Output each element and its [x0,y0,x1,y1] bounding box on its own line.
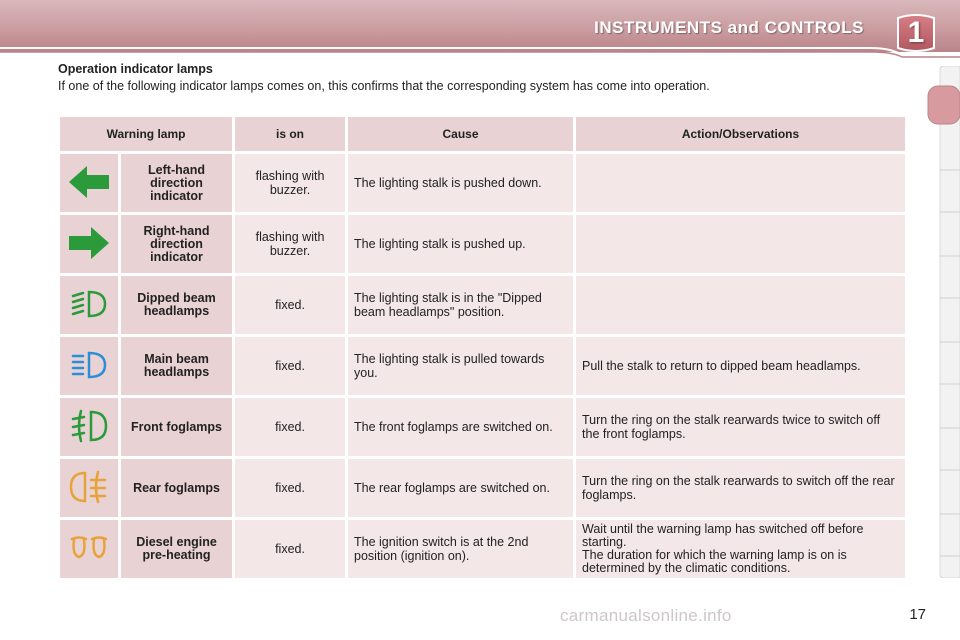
lamp-is-on: fixed. [235,398,345,456]
page-number: 17 [909,606,926,623]
front-foglamp-icon [67,407,111,445]
right-arrow-icon [67,223,111,263]
table-row [60,459,905,517]
column-header-action: Action/Observations [576,117,905,151]
table-row [60,215,905,273]
section-heading: Operation indicator lamps [58,62,213,76]
preheating-icon [67,533,111,563]
lamp-cause: The lighting stalk is in the "Dipped beam headlamps" position. [348,276,573,334]
lamp-action: Pull the stalk to return to dipped beam headlamps. [576,337,905,395]
lamp-action [576,215,905,273]
chapter-number: 1 [907,16,925,49]
lamp-icon-cell [60,398,118,456]
lamp-icon-cell [60,276,118,334]
lamp-cause: The lighting stalk is pushed down. [348,154,573,212]
column-header-is-on: is on [235,117,345,151]
lamp-name: Rear foglamps [121,459,232,517]
lamp-is-on: fixed. [235,459,345,517]
lamp-is-on: fixed. [235,337,345,395]
lamp-icon-cell [60,337,118,395]
section-intro: If one of the following indicator lamps comes on, this confirms that the corresponding system has come into operation. [58,79,710,93]
lamp-action: Turn the ring on the stalk rearwards to switch off the rear foglamps. [576,459,905,517]
lamp-name: Dipped beam headlamps [121,276,232,334]
lamp-is-on: fixed. [235,276,345,334]
lamp-icon-cell [60,520,118,578]
lamp-is-on: flashing with buzzer. [235,154,345,212]
lamp-cause: The front foglamps are switched on. [348,398,573,456]
lamp-is-on: flashing with buzzer. [235,215,345,273]
lamp-action: Wait until the warning lamp has switched off before starting. The duration for which the warning lamp is on is determined by the climatic conditions. [576,520,905,578]
chapter-tabs[interactable] [926,66,960,578]
lamp-name: Front foglamps [121,398,232,456]
table-row [60,520,905,578]
column-header-warning-lamp: Warning lamp [60,117,232,151]
header-divider-curve [0,44,960,58]
table-header-row [60,117,905,151]
lamp-action: Turn the ring on the stalk rearwards twice to switch off the front foglamps. [576,398,905,456]
lamp-action [576,154,905,212]
lamp-cause: The lighting stalk is pulled towards you. [348,337,573,395]
lamp-name: Main beam headlamps [121,337,232,395]
table-row [60,276,905,334]
table-row [60,398,905,456]
lamp-is-on: fixed. [235,520,345,578]
lamp-icon-cell [60,459,118,517]
chapter-title: INSTRUMENTS and CONTROLS [594,18,864,37]
lamp-action [576,276,905,334]
table-row [60,337,905,395]
column-header-cause: Cause [348,117,573,151]
left-arrow-icon [67,162,111,202]
lamp-icon-cell [60,215,118,273]
dipped-beam-icon [67,287,111,321]
lamp-name: Left-hand direction indicator [121,154,232,212]
lamp-cause: The lighting stalk is pushed up. [348,215,573,273]
lamp-icon-cell [60,154,118,212]
lamp-name: Diesel engine pre-heating [121,520,232,578]
lamp-name: Right-hand direction indicator [121,215,232,273]
table-row [60,154,905,212]
indicator-lamps-table [57,114,908,581]
lamp-cause: The ignition switch is at the 2nd position (ignition on). [348,520,573,578]
watermark: carmanualsonline.info [560,606,732,625]
main-beam-icon [67,348,111,382]
rear-foglamp-icon [67,468,111,506]
lamp-cause: The rear foglamps are switched on. [348,459,573,517]
